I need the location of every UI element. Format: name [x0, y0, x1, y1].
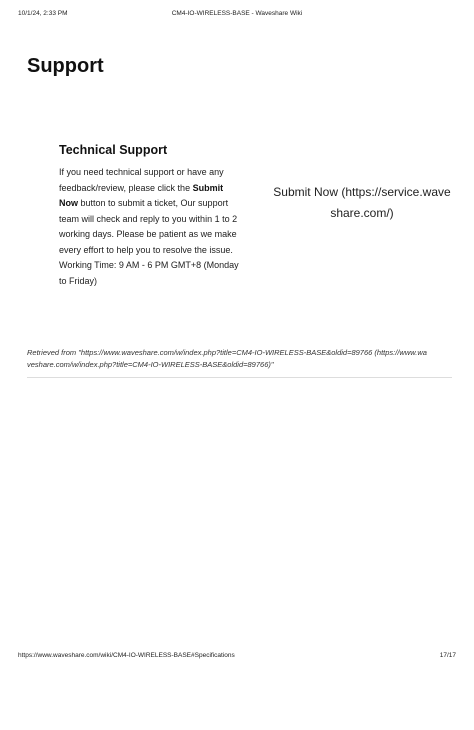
- submit-now-bold: Submit Now: [59, 182, 224, 208]
- working-time: Working Time: 9 AM - 6 PM GMT+8 (Monday to Friday): [59, 260, 239, 286]
- submit-now-link[interactable]: Submit Now (https://service.waveshare.com/): [273, 185, 451, 220]
- content-divider: [27, 377, 452, 378]
- print-header: [18, 10, 456, 22]
- technical-support-heading: Technical Support: [59, 143, 168, 157]
- support-text-before: If you need technical support or have any feedback/review, please click the: [59, 167, 224, 193]
- print-footer: [18, 652, 456, 664]
- section-title: Support: [27, 55, 104, 77]
- print-page-number: 17/17: [439, 652, 456, 659]
- support-text-after: button to submit a ticket, Our support team will check and reply to you within 1 to 2 working days. Please be patient as we make every effort to help you to resolve the issue.: [59, 198, 238, 255]
- print-date: 10/1/24, 2:33 PM: [18, 10, 68, 17]
- retrieved-from-note: Retrieved from "https://www.waveshare.com/w/index.php?title=CM4-IO-WIRELESS-BASE&oldid=89766 (https://www.waveshare.com/w/index.php?title=CM4-IO-WIRELESS-BASE&oldid=89766)": [27, 348, 427, 369]
- technical-support-panel: [59, 143, 239, 289]
- technical-support-text: [59, 165, 239, 289]
- print-footer-url: https://www.waveshare.com/wiki/CM4-IO-WIRELESS-BASE#Specifications: [18, 652, 235, 659]
- print-page-title: CM4-IO-WIRELESS-BASE - Waveshare Wiki: [171, 10, 303, 17]
